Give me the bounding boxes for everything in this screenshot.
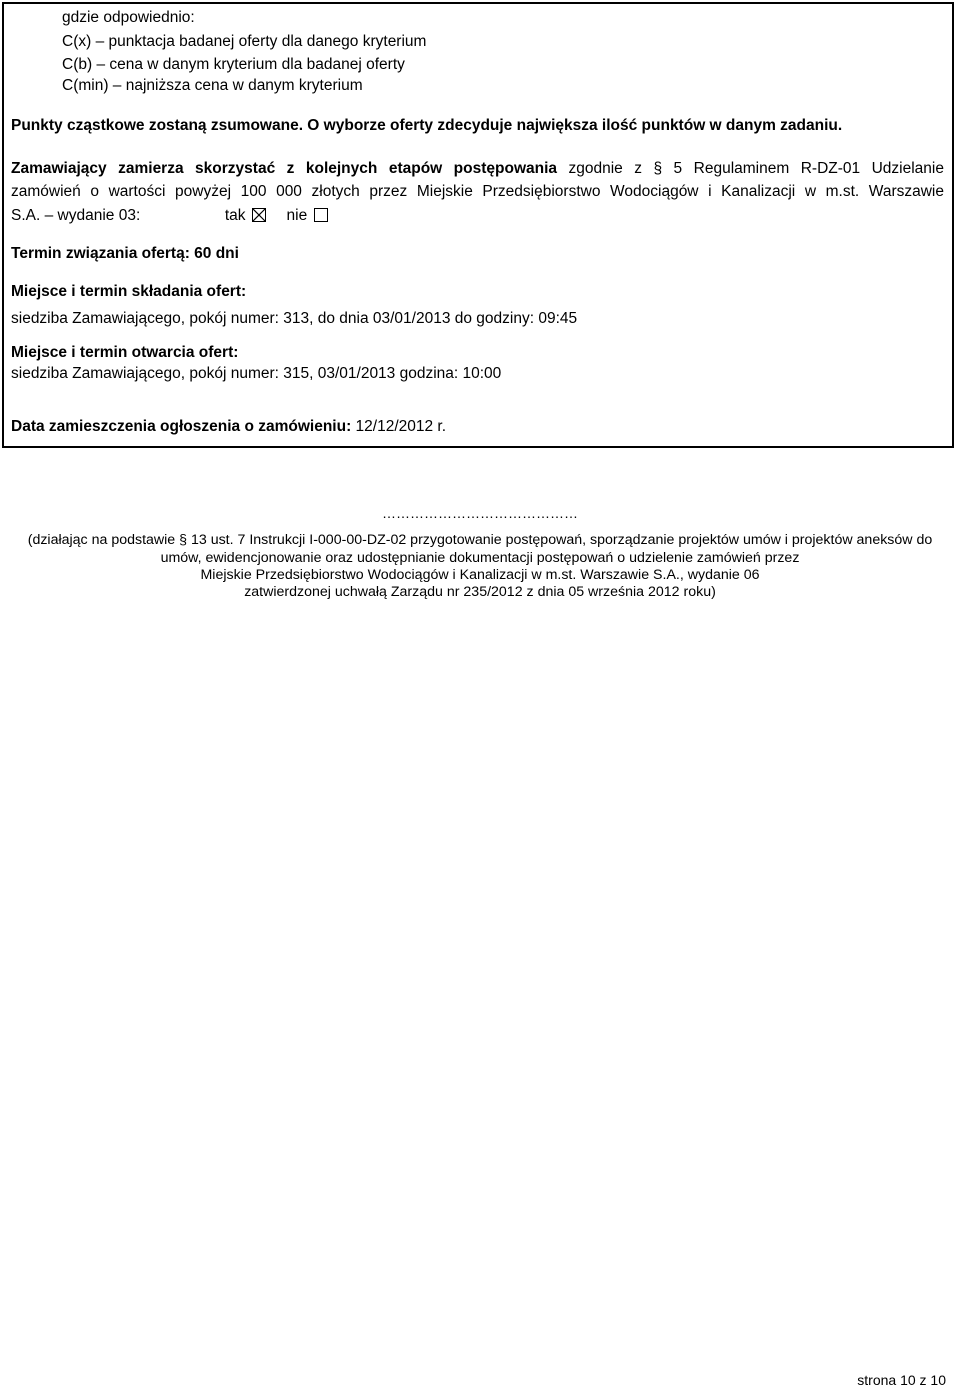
publication-date: [11, 417, 446, 437]
stages-line-1-rest: zgodnie z § 5 Regulaminem R-DZ-01 Udzielanie: [568, 160, 944, 177]
opening-text: siedziba Zamawiającego, pokój numer: 315, 03/01/2013 godzina: 10:00: [11, 365, 502, 382]
formula-item-cb: C(b) – cena w danym kryterium dla badanej oferty: [62, 56, 405, 73]
yes-checkbox[interactable]: [252, 208, 266, 222]
submission-label: Miejsce i termin składania ofert:: [11, 283, 247, 300]
signature-line-4: zatwierdzonej uchwałą Zarządu nr 235/2012 z dnia 05 września 2012 roku): [244, 584, 716, 600]
points-summary: Punkty cząstkowe zostaną zsumowane. O wyborze oferty zdecyduje największa ilość punktów w danym zadaniu.: [11, 117, 843, 134]
stages-line-1: [11, 159, 944, 179]
page-number: strona 10 z 10: [857, 1372, 946, 1388]
publication-label: Data zamieszczenia ogłoszenia o zamówieniu:: [11, 418, 352, 435]
no-checkbox[interactable]: [314, 208, 328, 222]
signature-line-1: (działając na podstawie § 13 ust. 7 Instrukcji I-000-00-DZ-02 przygotowanie postępowań, sporządzanie projektów umów i projektów aneksów do: [27, 532, 933, 548]
signature-line-3: Miejskie Przedsiębiorstwo Wodociągów i Kanalizacji w m.st. Warszawie S.A., wydanie 06: [200, 567, 760, 583]
stages-line-2: zamówień o wartości powyżej 100 000 złotych przez Miejskie Przedsiębiorstwo Wodociągów i Kanalizacji w m.st. Warszawie: [11, 183, 944, 200]
no-label: nie: [286, 207, 308, 224]
submission-text: siedziba Zamawiającego, pokój numer: 313, do dnia 03/01/2013 do godziny: 09:45: [11, 310, 578, 327]
checked-cross-icon: [252, 208, 266, 222]
formula-intro: gdzie odpowiednio:: [62, 9, 195, 26]
signature-line-2: umów, ewidencjonowanie oraz udostępnianie dokumentacji postępowań o udzielenie zamówień przez: [160, 550, 800, 566]
stages-line-3: [11, 206, 330, 226]
formula-item-cmin: C(min) – najniższa cena w danym kryterium: [62, 77, 363, 94]
stages-bold-text: Zamawiający zamierza skorzystać z kolejnych etapów postępowania: [11, 160, 558, 177]
binding-period: Termin związania ofertą: 60 dni: [11, 245, 239, 262]
opening-label: Miejsce i termin otwarcia ofert:: [11, 344, 239, 361]
stages-edition: S.A. – wydanie 03:: [11, 207, 141, 224]
yes-label: tak: [224, 207, 246, 224]
signature-dots: ……………………………………: [382, 505, 578, 521]
formula-item-cx: C(x) – punktacja badanej oferty dla danego kryterium: [62, 33, 427, 50]
publication-value: 12/12/2012 r.: [355, 418, 447, 435]
